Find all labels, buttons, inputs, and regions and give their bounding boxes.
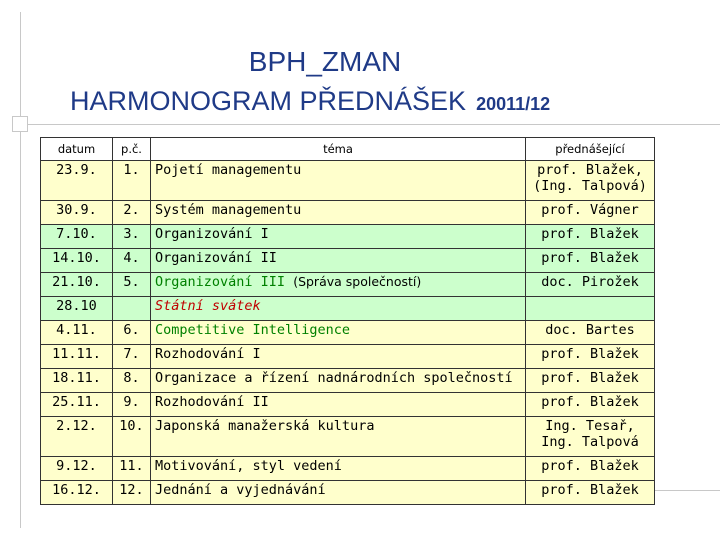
cell-date: 28.10: [41, 297, 113, 321]
cell-number: 6.: [113, 321, 151, 345]
lecturer-line: prof. Blažek,: [537, 162, 643, 178]
cell-number: 9.: [113, 393, 151, 417]
cell-number: 7.: [113, 345, 151, 369]
table-row: [41, 249, 655, 273]
lecturer-line: (Ing. Talpová): [533, 178, 647, 194]
cell-date: 18.11.: [41, 369, 113, 393]
cell-number: 1.: [113, 161, 151, 201]
topic-text: Organizování III: [155, 274, 286, 290]
course-code-title: BPH_ZMAN: [248, 46, 402, 77]
cell-lecturer: doc. Bartes: [526, 321, 655, 345]
cell-topic: Organizování II: [151, 249, 526, 273]
cell-date: 2.12.: [41, 417, 113, 457]
academic-year: 20011/12: [476, 94, 551, 114]
cell-date: 9.12.: [41, 457, 113, 481]
cell-date: 16.12.: [41, 481, 113, 505]
cell-lecturer: prof. Vágner: [526, 201, 655, 225]
cell-number: 5.: [113, 273, 151, 297]
cell-topic: Jednání a vyjednávání: [151, 481, 526, 505]
decorative-square: [12, 116, 28, 132]
table-row: [41, 225, 655, 249]
cell-lecturer: [526, 417, 655, 457]
cell-lecturer: prof. Blažek: [526, 393, 655, 417]
header-lecturer: přednášející: [526, 138, 655, 161]
cell-number: 3.: [113, 225, 151, 249]
cell-topic: Competitive Intelligence: [151, 321, 526, 345]
decorative-horizontal-line: [20, 124, 720, 125]
table-header-row: [41, 138, 655, 161]
table-row: [41, 481, 655, 505]
table-row: [41, 417, 655, 457]
cell-number: 8.: [113, 369, 151, 393]
lecture-schedule-table: [40, 137, 655, 505]
topic-note: (Správa společností): [293, 274, 422, 289]
header-date: datum: [41, 138, 113, 161]
lecturer-line: Ing. Talpová: [541, 434, 639, 450]
cell-number: 2.: [113, 201, 151, 225]
schedule-title: HARMONOGRAM PŘEDNÁŠEK: [70, 86, 467, 116]
cell-lecturer: prof. Blažek: [526, 369, 655, 393]
cell-lecturer: [526, 161, 655, 201]
cell-topic: Motivování, styl vedení: [151, 457, 526, 481]
lecturer-line: Ing. Tesař,: [545, 418, 635, 434]
table-row: [41, 201, 655, 225]
cell-number: 11.: [113, 457, 151, 481]
page-title: [70, 86, 550, 117]
header-topic: téma: [151, 138, 526, 161]
cell-topic: Organizace a řízení nadnárodních společností: [151, 369, 526, 393]
cell-date: 25.11.: [41, 393, 113, 417]
cell-date: 4.11.: [41, 321, 113, 345]
cell-topic: Rozhodování I: [151, 345, 526, 369]
cell-lecturer: prof. Blažek: [526, 225, 655, 249]
decorative-bottom-line: [654, 490, 720, 491]
table-row: [41, 297, 655, 321]
table-row: [41, 393, 655, 417]
cell-topic: [151, 273, 526, 297]
cell-number: 12.: [113, 481, 151, 505]
cell-lecturer: [526, 297, 655, 321]
cell-topic: Pojetí managementu: [151, 161, 526, 201]
table-row: [41, 273, 655, 297]
cell-topic: Rozhodování II: [151, 393, 526, 417]
table-row: [41, 457, 655, 481]
cell-date: 11.11.: [41, 345, 113, 369]
cell-topic: Systém managementu: [151, 201, 526, 225]
cell-date: 21.10.: [41, 273, 113, 297]
cell-lecturer: prof. Blažek: [526, 457, 655, 481]
cell-number: [113, 297, 151, 321]
cell-lecturer: doc. Pirožek: [526, 273, 655, 297]
header-number: p.č.: [113, 138, 151, 161]
cell-date: 7.10.: [41, 225, 113, 249]
cell-number: 10.: [113, 417, 151, 457]
table-row: [41, 321, 655, 345]
table-row: [41, 161, 655, 201]
table-row: [41, 369, 655, 393]
table-row: [41, 345, 655, 369]
cell-lecturer: prof. Blažek: [526, 345, 655, 369]
cell-date: 14.10.: [41, 249, 113, 273]
cell-number: 4.: [113, 249, 151, 273]
cell-date: 30.9.: [41, 201, 113, 225]
cell-date: 23.9.: [41, 161, 113, 201]
cell-lecturer: prof. Blažek: [526, 481, 655, 505]
decorative-vertical-line: [20, 12, 21, 528]
cell-topic: Japonská manažerská kultura: [151, 417, 526, 457]
cell-topic-holiday: Státní svátek: [151, 297, 526, 321]
cell-topic: Organizování I: [151, 225, 526, 249]
cell-lecturer: prof. Blažek: [526, 249, 655, 273]
